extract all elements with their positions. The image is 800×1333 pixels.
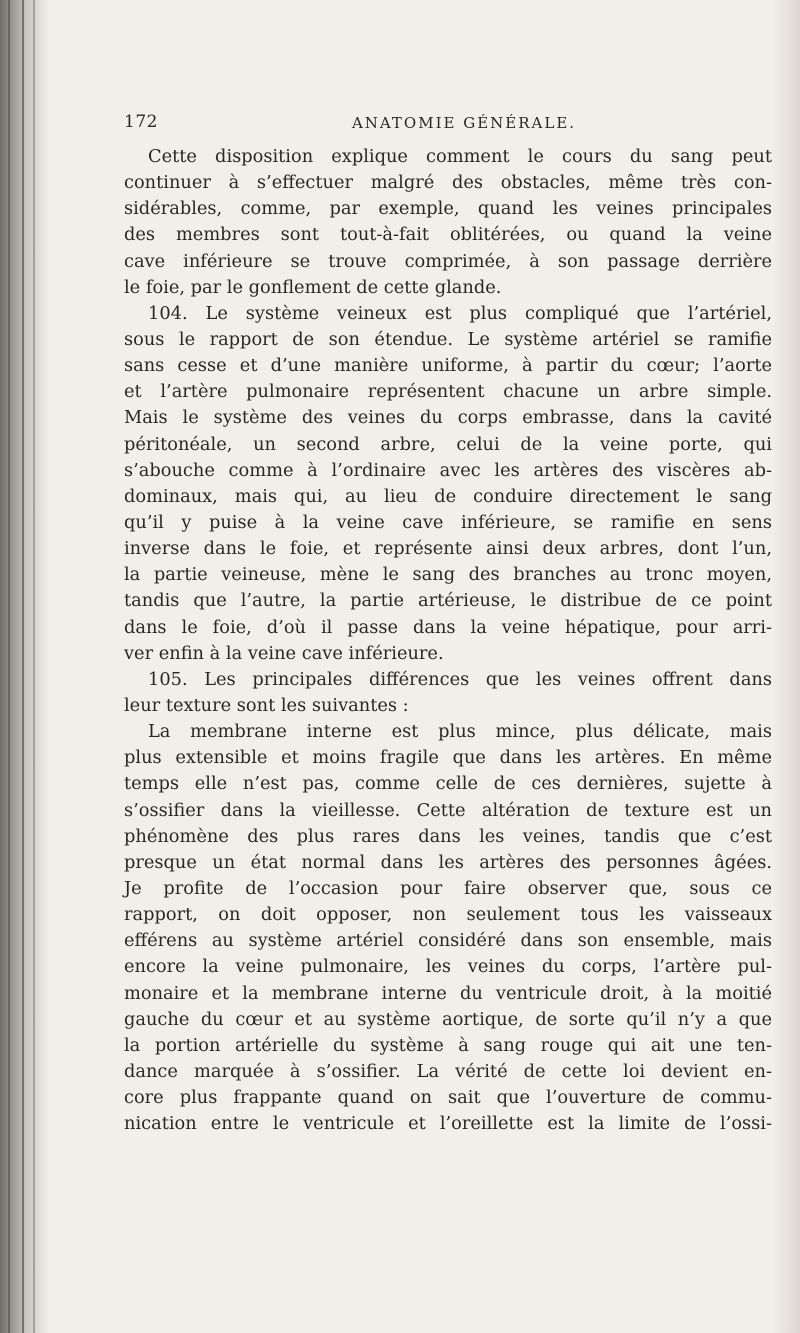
body-text (124, 144, 772, 1137)
text-line: 104. Le système veineux est plus compliqué que l’artériel, (148, 302, 772, 324)
text-line: temps elle n’est pas, comme celle de ces dernières, sujette à (124, 773, 772, 795)
text-line: gauche du cœur et au système aortique, de sorte qu’il n’y a que (124, 1008, 772, 1030)
binding-line (33, 0, 35, 1333)
text-line: dans le foie, d’où il passe dans la veine hépatique, pour arri- (124, 616, 772, 638)
text-line: dance marquée à s’ossifier. La vérité de cette loi devient en- (124, 1060, 772, 1082)
text-line: péritonéale, un second arbre, celui de la veine porte, qui (124, 433, 772, 455)
text-line: sidérables, comme, par exemple, quand les veines principales (124, 198, 772, 220)
text-line: ver enfin à la veine cave inférieure. (124, 642, 444, 664)
text-line: cave inférieure se trouve comprimée, à son passage derrière (124, 250, 772, 272)
text-line: la portion artérielle du système à sang rouge qui ait une ten- (124, 1034, 772, 1056)
text-line: rapport, on doit opposer, non seulement tous les vaisseaux (124, 904, 772, 926)
text-line: Je profite de l’occasion pour faire observer que, sous ce (124, 877, 772, 899)
text-line: phénomène des plus rares dans les veines, tandis que c’est (124, 825, 772, 847)
text-line: efférens au système artériel considéré dans son ensemble, mais (124, 930, 772, 952)
binding-line (22, 0, 24, 1333)
text-line: s’abouche comme à l’ordinaire avec les artères des viscères ab- (124, 459, 772, 481)
text-line: inverse dans le foie, et représente ainsi deux arbres, dont l’un, (124, 538, 772, 560)
text-line: dominaux, mais qui, au lieu de conduire directement le sang (124, 485, 772, 507)
text-line: des membres sont tout-à-fait oblitérées, ou quand la veine (124, 224, 772, 246)
running-header (124, 112, 724, 142)
page-edge-shadow (772, 0, 800, 1333)
text-line: Mais le système des veines du corps embrasse, dans la cavité (124, 407, 772, 429)
text-line: s’ossifier dans la vieillesse. Cette altération de texture est un (124, 799, 772, 821)
text-line: 105. Les principales différences que les veines offrent dans (148, 668, 772, 690)
text-line: sous le rapport de son étendue. Le système artériel se ramifie (124, 328, 772, 350)
text-line: la partie veineuse, mène le sang des branches au tronc moyen, (124, 564, 772, 586)
text-line: La membrane interne est plus mince, plus délicate, mais (148, 721, 772, 743)
binding-line (8, 0, 10, 1333)
text-line: core plus frappante quand on sait que l’ouverture de commu- (124, 1087, 772, 1109)
text-line: qu’il y puise à la veine cave inférieure, se ramifie en sens (124, 511, 772, 533)
text-line: nication entre le ventricule et l’oreillette est la limite de l’ossi- (124, 1113, 772, 1135)
text-line: encore la veine pulmonaire, les veines du corps, l’artère pul- (124, 956, 772, 978)
binding-gutter (0, 0, 48, 1333)
running-title: ANATOMIE GÉNÉRALE. (351, 114, 577, 132)
text-line: monaire et la membrane interne du ventricule droit, à la moitié (124, 982, 772, 1004)
text-line: le foie, par le gonflement de cette glande. (124, 276, 502, 298)
text-line: Cette disposition explique comment le cours du sang peut (148, 146, 772, 167)
text-line: presque un état normal dans les artères des personnes âgées. (124, 851, 772, 873)
text-line: sans cesse et d’une manière uniforme, à partir du cœur; l’aorte (124, 355, 772, 377)
text-line: et l’artère pulmonaire représentent chacune un arbre simple. (124, 381, 772, 403)
text-line: continuer à s’effectuer malgré des obstacles, même très con- (124, 172, 772, 194)
text-line: leur texture sont les suivantes : (124, 694, 409, 716)
text-line: tandis que l’autre, la partie artérieuse, le distribue de ce point (124, 590, 772, 612)
text-line: plus extensible et moins fragile que dans les artères. En même (124, 747, 772, 769)
page-number: 172 (124, 112, 158, 132)
